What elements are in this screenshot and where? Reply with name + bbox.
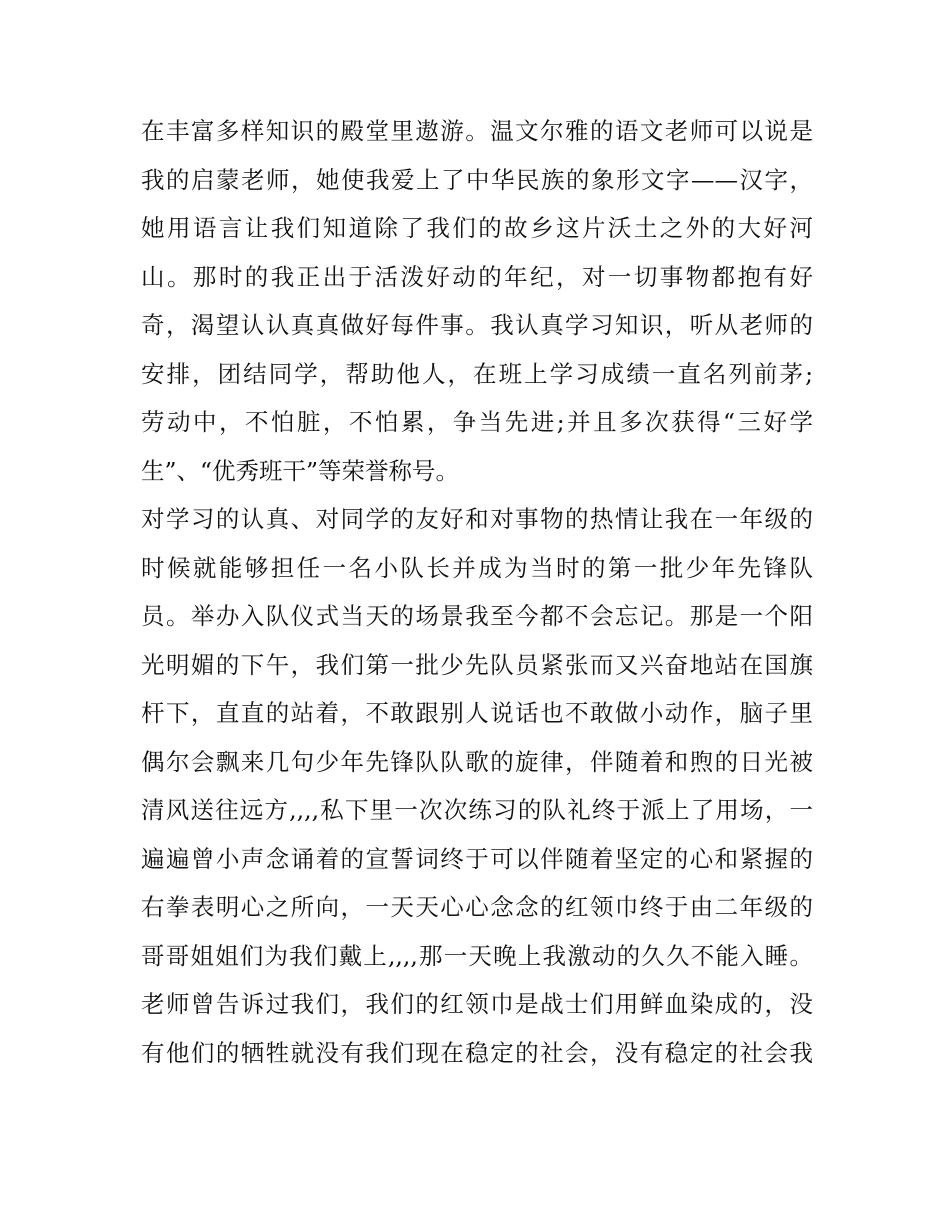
text-line: 她用语言让我们知道除了我们的故乡这片沃土之外的大好河 — [141, 214, 813, 242]
body-text — [141, 107, 813, 1077]
text-line: 右拳表明心之所向，一天天心心念念的红领巾终于由二年级的 — [141, 893, 813, 921]
text-line: 清风送往远方,,,,私下里一次次练习的队礼终于派上了用场，一 — [141, 796, 813, 824]
text-line: 安排，团结同学，帮助他人，在班上学习成绩一直名列前茅; — [141, 359, 813, 388]
text-line: 员。举办入队仪式当天的场景我至今都不会忘记。那是一个阳 — [141, 602, 813, 630]
text-line: 杆下，直直的站着，不敢跟别人说话也不敢做小动作，脑子里 — [141, 699, 813, 727]
text-line: 奇，渴望认认真真做好每件事。我认真学习知识，听从老师的 — [141, 311, 813, 339]
text-line: 偶尔会飘来几句少年先锋队队歌的旋律，伴随着和煦的日光被 — [141, 747, 813, 776]
text-line: 山。那时的我正出于活泼好动的年纪，对一切事物都抱有好 — [141, 262, 813, 291]
text-line: 遍遍曾小声念诵着的宣誓词终于可以伴随着坚定的心和紧握的 — [141, 844, 813, 873]
text-line: 我的启蒙老师，她使我爱上了中华民族的象形文字——汉字， — [141, 165, 813, 194]
text-line: 生”、“优秀班干”等荣誉称号。 — [141, 456, 460, 485]
text-line: 对学习的认真、对同学的友好和对事物的热情让我在一年级的 — [141, 505, 813, 533]
text-line: 哥哥姐姐们为我们戴上,,,,那一天晚上我激动的久久不能入睡。 — [141, 941, 813, 970]
text-line: 有他们的牺牲就没有我们现在稳定的社会，没有稳定的社会我 — [141, 1038, 813, 1067]
text-line: 光明媚的下午，我们第一批少先队员紧张而又兴奋地站在国旗 — [141, 650, 813, 679]
text-line: 在丰富多样知识的殿堂里遨游。温文尔雅的语文老师可以说是 — [141, 117, 813, 145]
text-line: 时候就能够担任一名小队长并成为当时的第一批少年先锋队 — [141, 553, 813, 582]
text-line: 劳动中，不怕脏，不怕累，争当先进;并且多次获得“三好学 — [141, 408, 813, 436]
text-line: 老师曾告诉过我们，我们的红领巾是战士们用鲜血染成的，没 — [141, 990, 813, 1018]
